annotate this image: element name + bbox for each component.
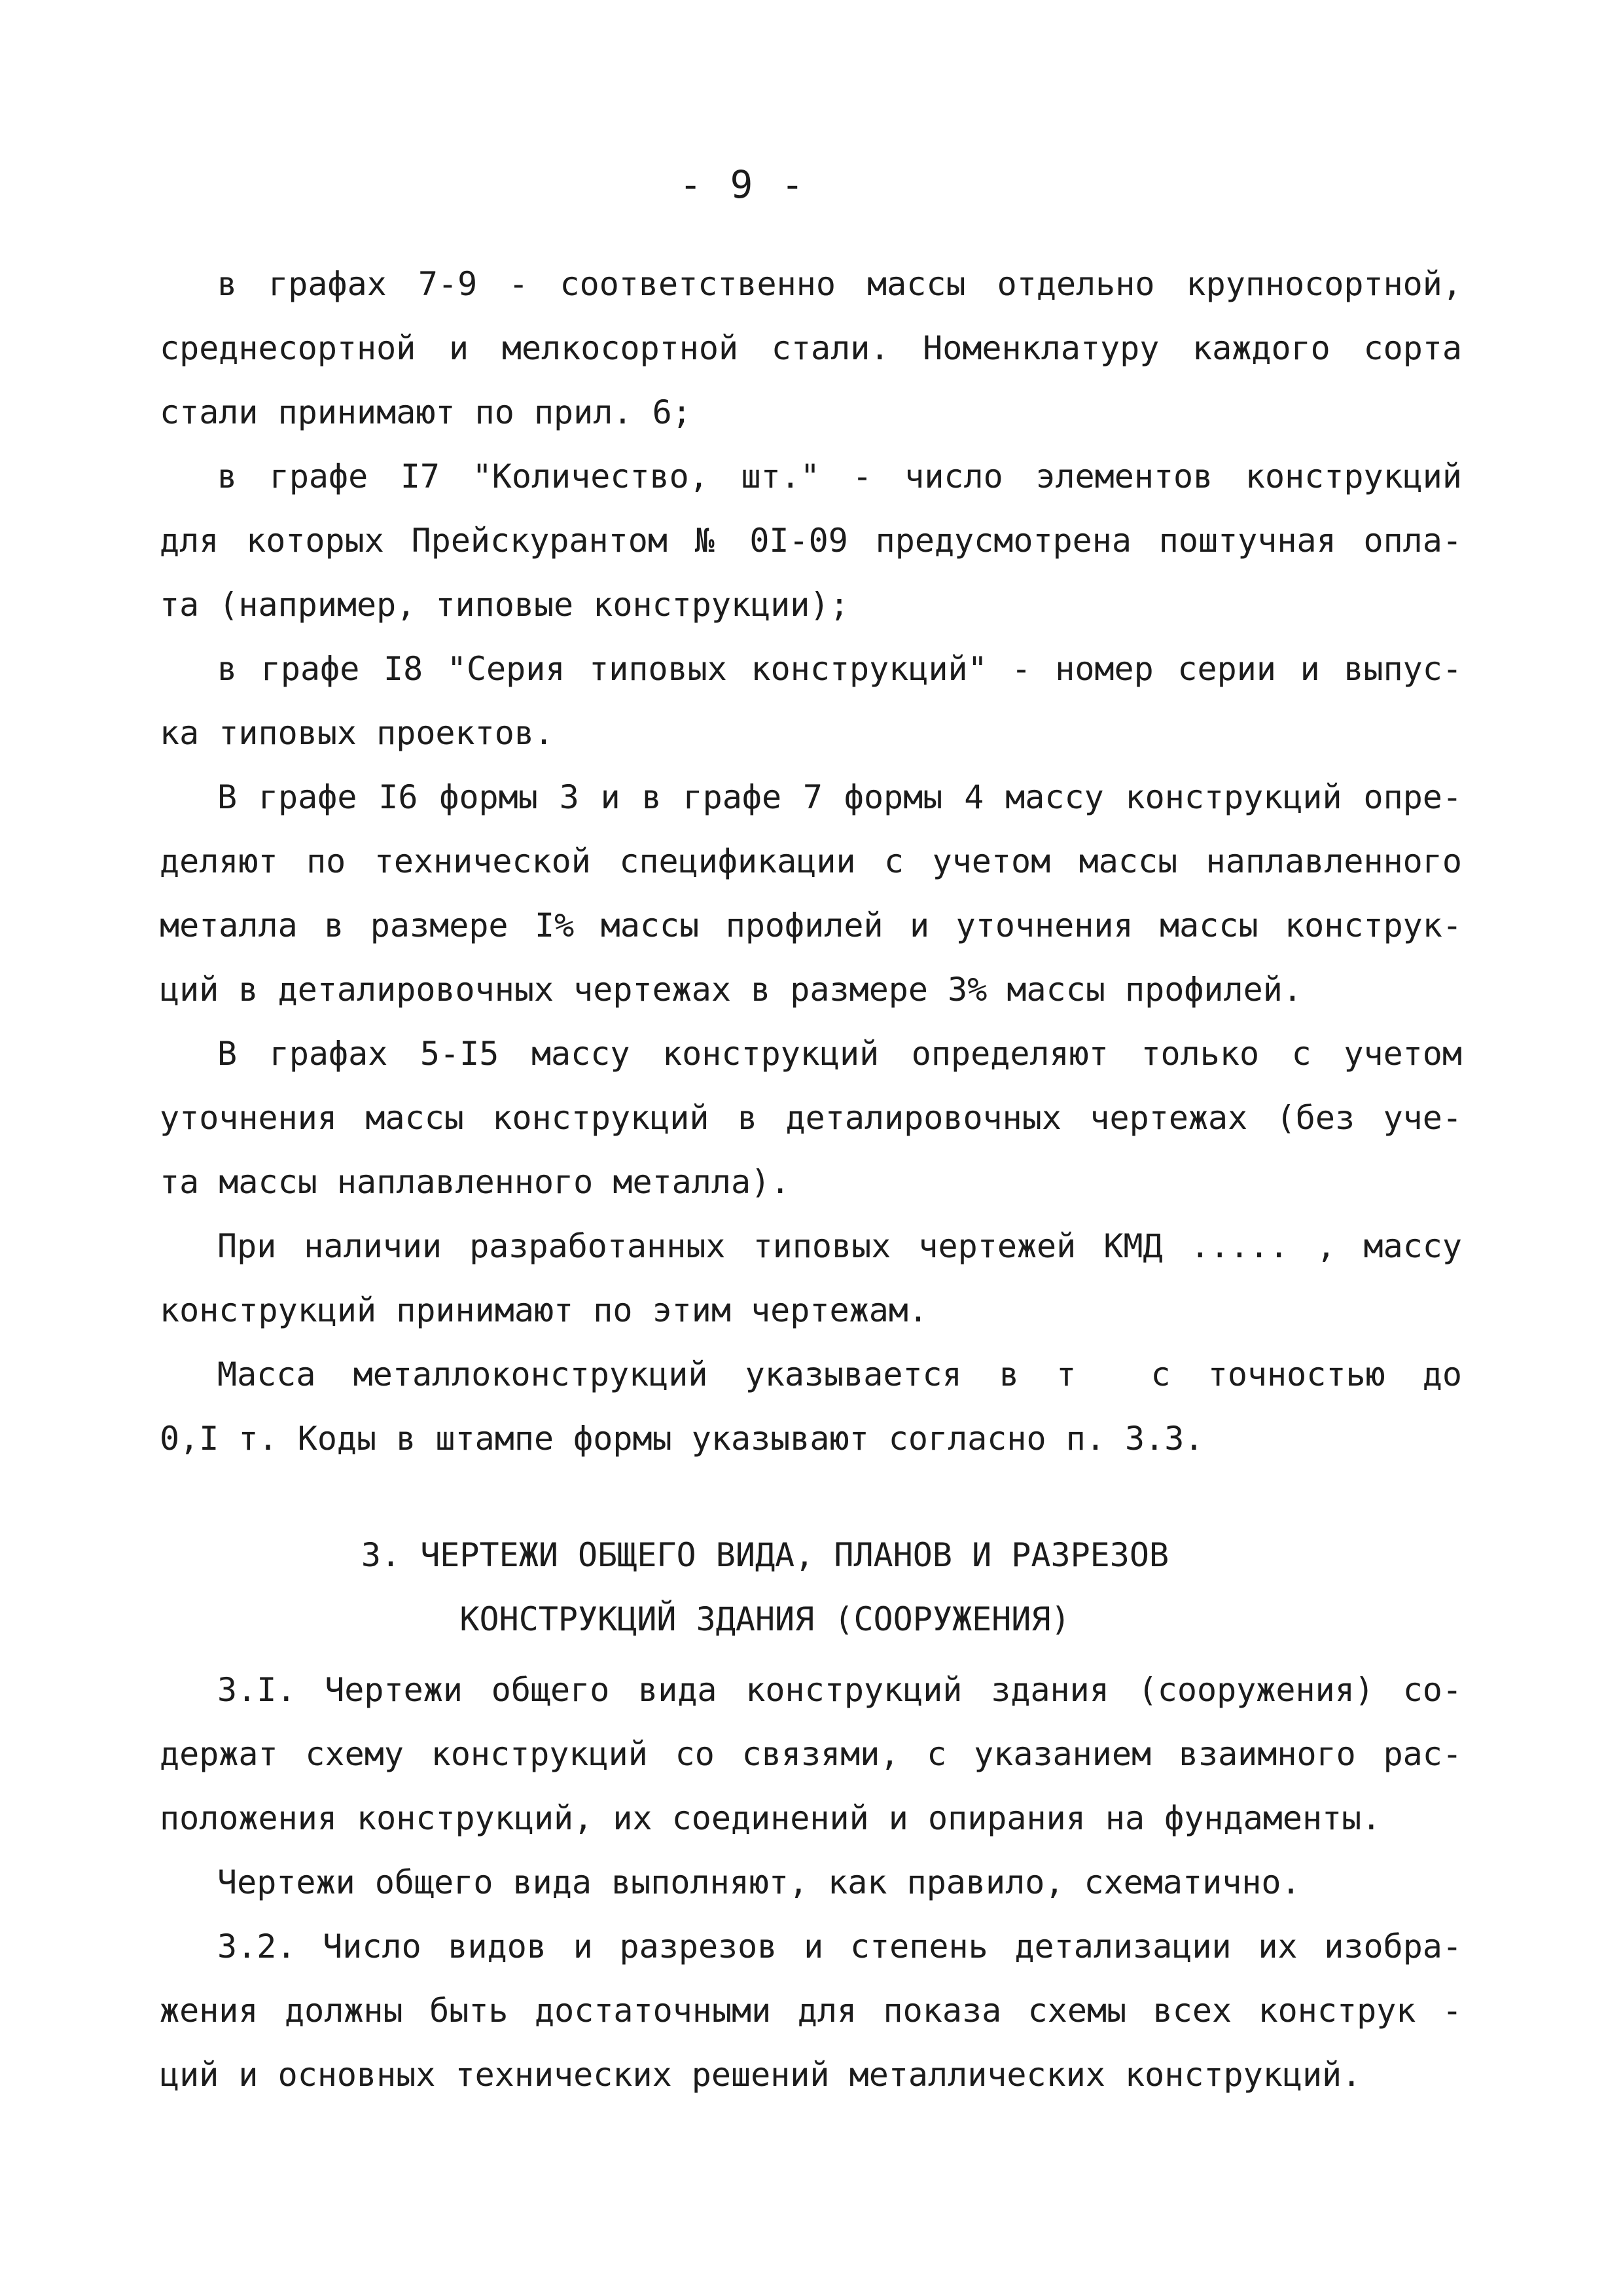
page-number: - 9 -: [679, 162, 807, 207]
paragraph-line: среднесортной и мелкосортной стали. Номенклатуру каждого сорта: [160, 329, 1462, 367]
paragraph-line: та (например, типовые конструкции);: [160, 586, 849, 624]
paragraph-line: в графе I8 "Серия типовых конструкций" - номер серии и выпус-: [217, 650, 1462, 688]
paragraph-line: 3.2. Число видов и разрезов и степень детализации их изобра-: [217, 1928, 1462, 1965]
paragraph-line: ций в деталировочных чертежах в размере 3% массы профилей.: [160, 971, 1302, 1009]
paragraph-line: 3.I. Чертежи общего вида конструкций здания (сооружения) со-: [217, 1671, 1462, 1709]
paragraph-line: В графах 5-I5 массу конструкций определяют только с учетом: [217, 1035, 1462, 1073]
paragraph-line: металла в размере I% массы профилей и уточнения массы конструк-: [160, 906, 1462, 944]
paragraph-line: в графах 7-9 - соответственно массы отдельно крупносортной,: [217, 265, 1462, 303]
paragraph-line: Чертежи общего вида выполняют, как правило, схематично.: [217, 1863, 1301, 1901]
paragraph-line: жения должны быть достаточными для показа схемы всех конструк -: [160, 1992, 1462, 2030]
paragraph-line: положения конструкций, их соединений и опирания на фундаменты.: [160, 1799, 1382, 1837]
paragraph-line: В графе I6 формы 3 и в графе 7 формы 4 массу конструкций опре-: [217, 778, 1462, 816]
paragraph-line: Масса металлоконструкций указывается в т с точностью до: [217, 1355, 1462, 1393]
paragraph-line: держат схему конструкций со связями, с указанием взаимного рас-: [160, 1735, 1462, 1773]
paragraph-line: При наличии разработанных типовых чертежей КМД ..... , массу: [217, 1227, 1462, 1265]
paragraph-line: та массы наплавленного металла).: [160, 1163, 791, 1201]
paragraph-line: уточнения массы конструкций в деталировочных чертежах (без уче-: [160, 1099, 1462, 1137]
section-heading: 3. ЧЕРТЕЖИ ОБЩЕГО ВИДА, ПЛАНОВ И РАЗРЕЗОВ: [361, 1536, 1169, 1574]
paragraph-line: ций и основных технических решений металлических конструкций.: [160, 2056, 1362, 2094]
paragraph-line: 0,I т. Коды в штампе формы указывают согласно п. 3.3.: [160, 1420, 1204, 1458]
paragraph-line: ка типовых проектов.: [160, 714, 554, 752]
document-body: [160, 252, 1462, 2107]
paragraph-line: для которых Прейскурантом № 0I-09 предусмотрена поштучная опла-: [160, 522, 1462, 560]
paragraph-line: деляют по технической спецификации с учетом массы наплавленного: [160, 842, 1462, 880]
paragraph-line: стали принимают по прил. 6;: [160, 393, 692, 431]
section-heading: КОНСТРУКЦИЙ ЗДАНИЯ (СООРУЖЕНИЯ): [459, 1600, 1071, 1638]
paragraph-line: конструкций принимают по этим чертежам.: [160, 1291, 928, 1329]
paragraph-line: в графе I7 "Количество, шт." - число элементов конструкций: [217, 457, 1462, 495]
